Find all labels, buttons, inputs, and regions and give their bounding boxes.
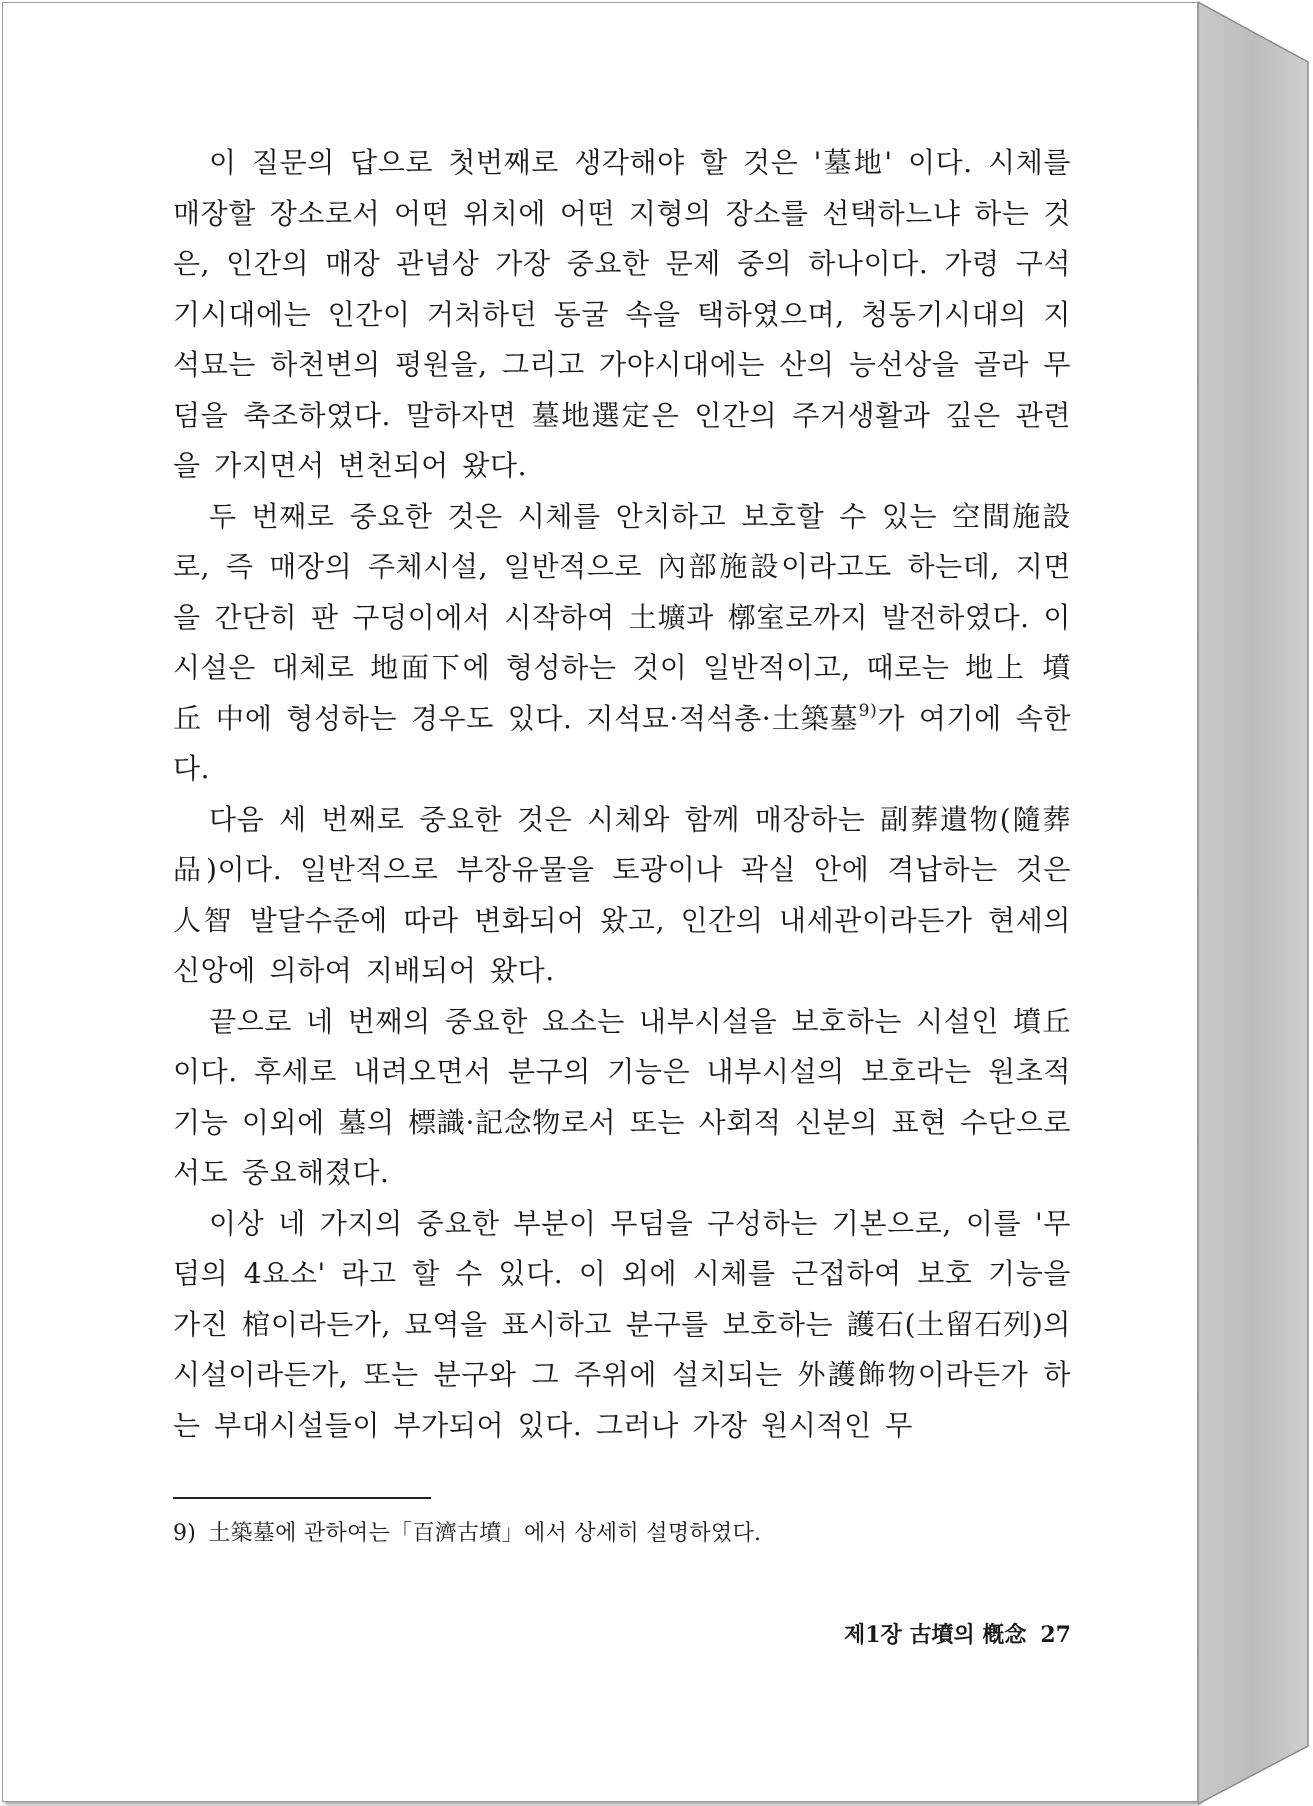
body-text (173, 138, 1071, 1451)
footnote-text: 土築墓에 관하여는「百濟古墳」에서 상세히 설명하였다. (208, 1521, 762, 1546)
footnote (173, 1516, 761, 1547)
paragraph-1 (173, 138, 1071, 492)
page-stack-edge (1198, 0, 1310, 1806)
footnote-reference: 9) (858, 700, 878, 721)
footnote-number: 9) (173, 1521, 197, 1546)
paragraph-4-text: 끝으로 네 번째의 중요한 요소는 내부시설을 보호하는 시설인 墳丘이다. 후세로 내려오면서 분구의 기능은 내부시설의 보호라는 원초적 기능 이외에 墓의 標識·記念物로서 또는 사회적 신분의 표현 수단으로서도 중요해졌다. (173, 1004, 1071, 1189)
footnote-divider (173, 1497, 431, 1499)
page-stack-edge-graphic (1198, 0, 1310, 1806)
paragraph-2-text-tail: 가 여기에 속한다. (173, 701, 1071, 785)
paragraph-5 (173, 1199, 1071, 1452)
paragraph-1-text: 이 질문의 답으로 첫번째로 생각해야 할 것은 '墓地' 이다. 시체를 매장할 장소로서 어떤 위치에 어떤 지형의 장소를 선택하느냐 하는 것은, 인간의 매장 관념상 가장 중요한 문제 중의 하나이다. 가령 구석기시대에는 인간이 거처하던 동굴 속을 택하였으며, 청동기시대의 지석묘는 하천변의 평원을, 그리고 가야시대에는 산의 능선상을 골라 무덤을 축조하였다. 말하자면 墓地選定은 인간의 주거생활과 깊은 관련을 가지면서 변천되어 왔다. (173, 146, 1071, 482)
running-footer (844, 1618, 1071, 1649)
chapter-title: 제1장 古墳의 槪念 (843, 1622, 1027, 1648)
paragraph-3 (173, 795, 1071, 997)
paragraph-2 (173, 492, 1071, 795)
paragraph-3-text: 다음 세 번째로 중요한 것은 시체와 함께 매장하는 副葬遺物(隨葬品)이다. 일반적으로 부장유물을 토광이나 곽실 안에 격납하는 것은 人智 발달수준에 따라 변화되어 왔고, 인간의 내세관이라든가 현세의 신앙에 의하여 지배되어 왔다. (173, 802, 1071, 987)
paragraph-2-text: 두 번째로 중요한 것은 시체를 안치하고 보호할 수 있는 空間施設로, 즉 매장의 주체시설, 일반적으로 內部施設이라고도 하는데, 지면을 간단히 판 구덩이에서 시작하여 土壙과 槨室로까지 발전하였다. 이 시설은 대체로 地面下에 형성하는 것이 일반적이고, 때로는 地上 墳丘 中에 형성하는 경우도 있다. 지석묘·적석총·土築墓 (173, 499, 1071, 735)
paragraph-5-text: 이상 네 가지의 중요한 부분이 무덤을 구성하는 기본으로, 이를 '무덤의 4요소' 라고 할 수 있다. 이 외에 시체를 근접하여 보호 기능을 가진 棺이라든가, 묘역을 표시하고 분구를 보호하는 護石(土留石列)의 시설이라든가, 또는 분구와 그 주위에 설치되는 外護飾物이라든가 하는 부대시설들이 부가되어 있다. 그러나 가장 원시적인 무 (173, 1206, 1071, 1442)
paragraph-4 (173, 997, 1071, 1199)
page-number: 27 (1040, 1622, 1071, 1648)
